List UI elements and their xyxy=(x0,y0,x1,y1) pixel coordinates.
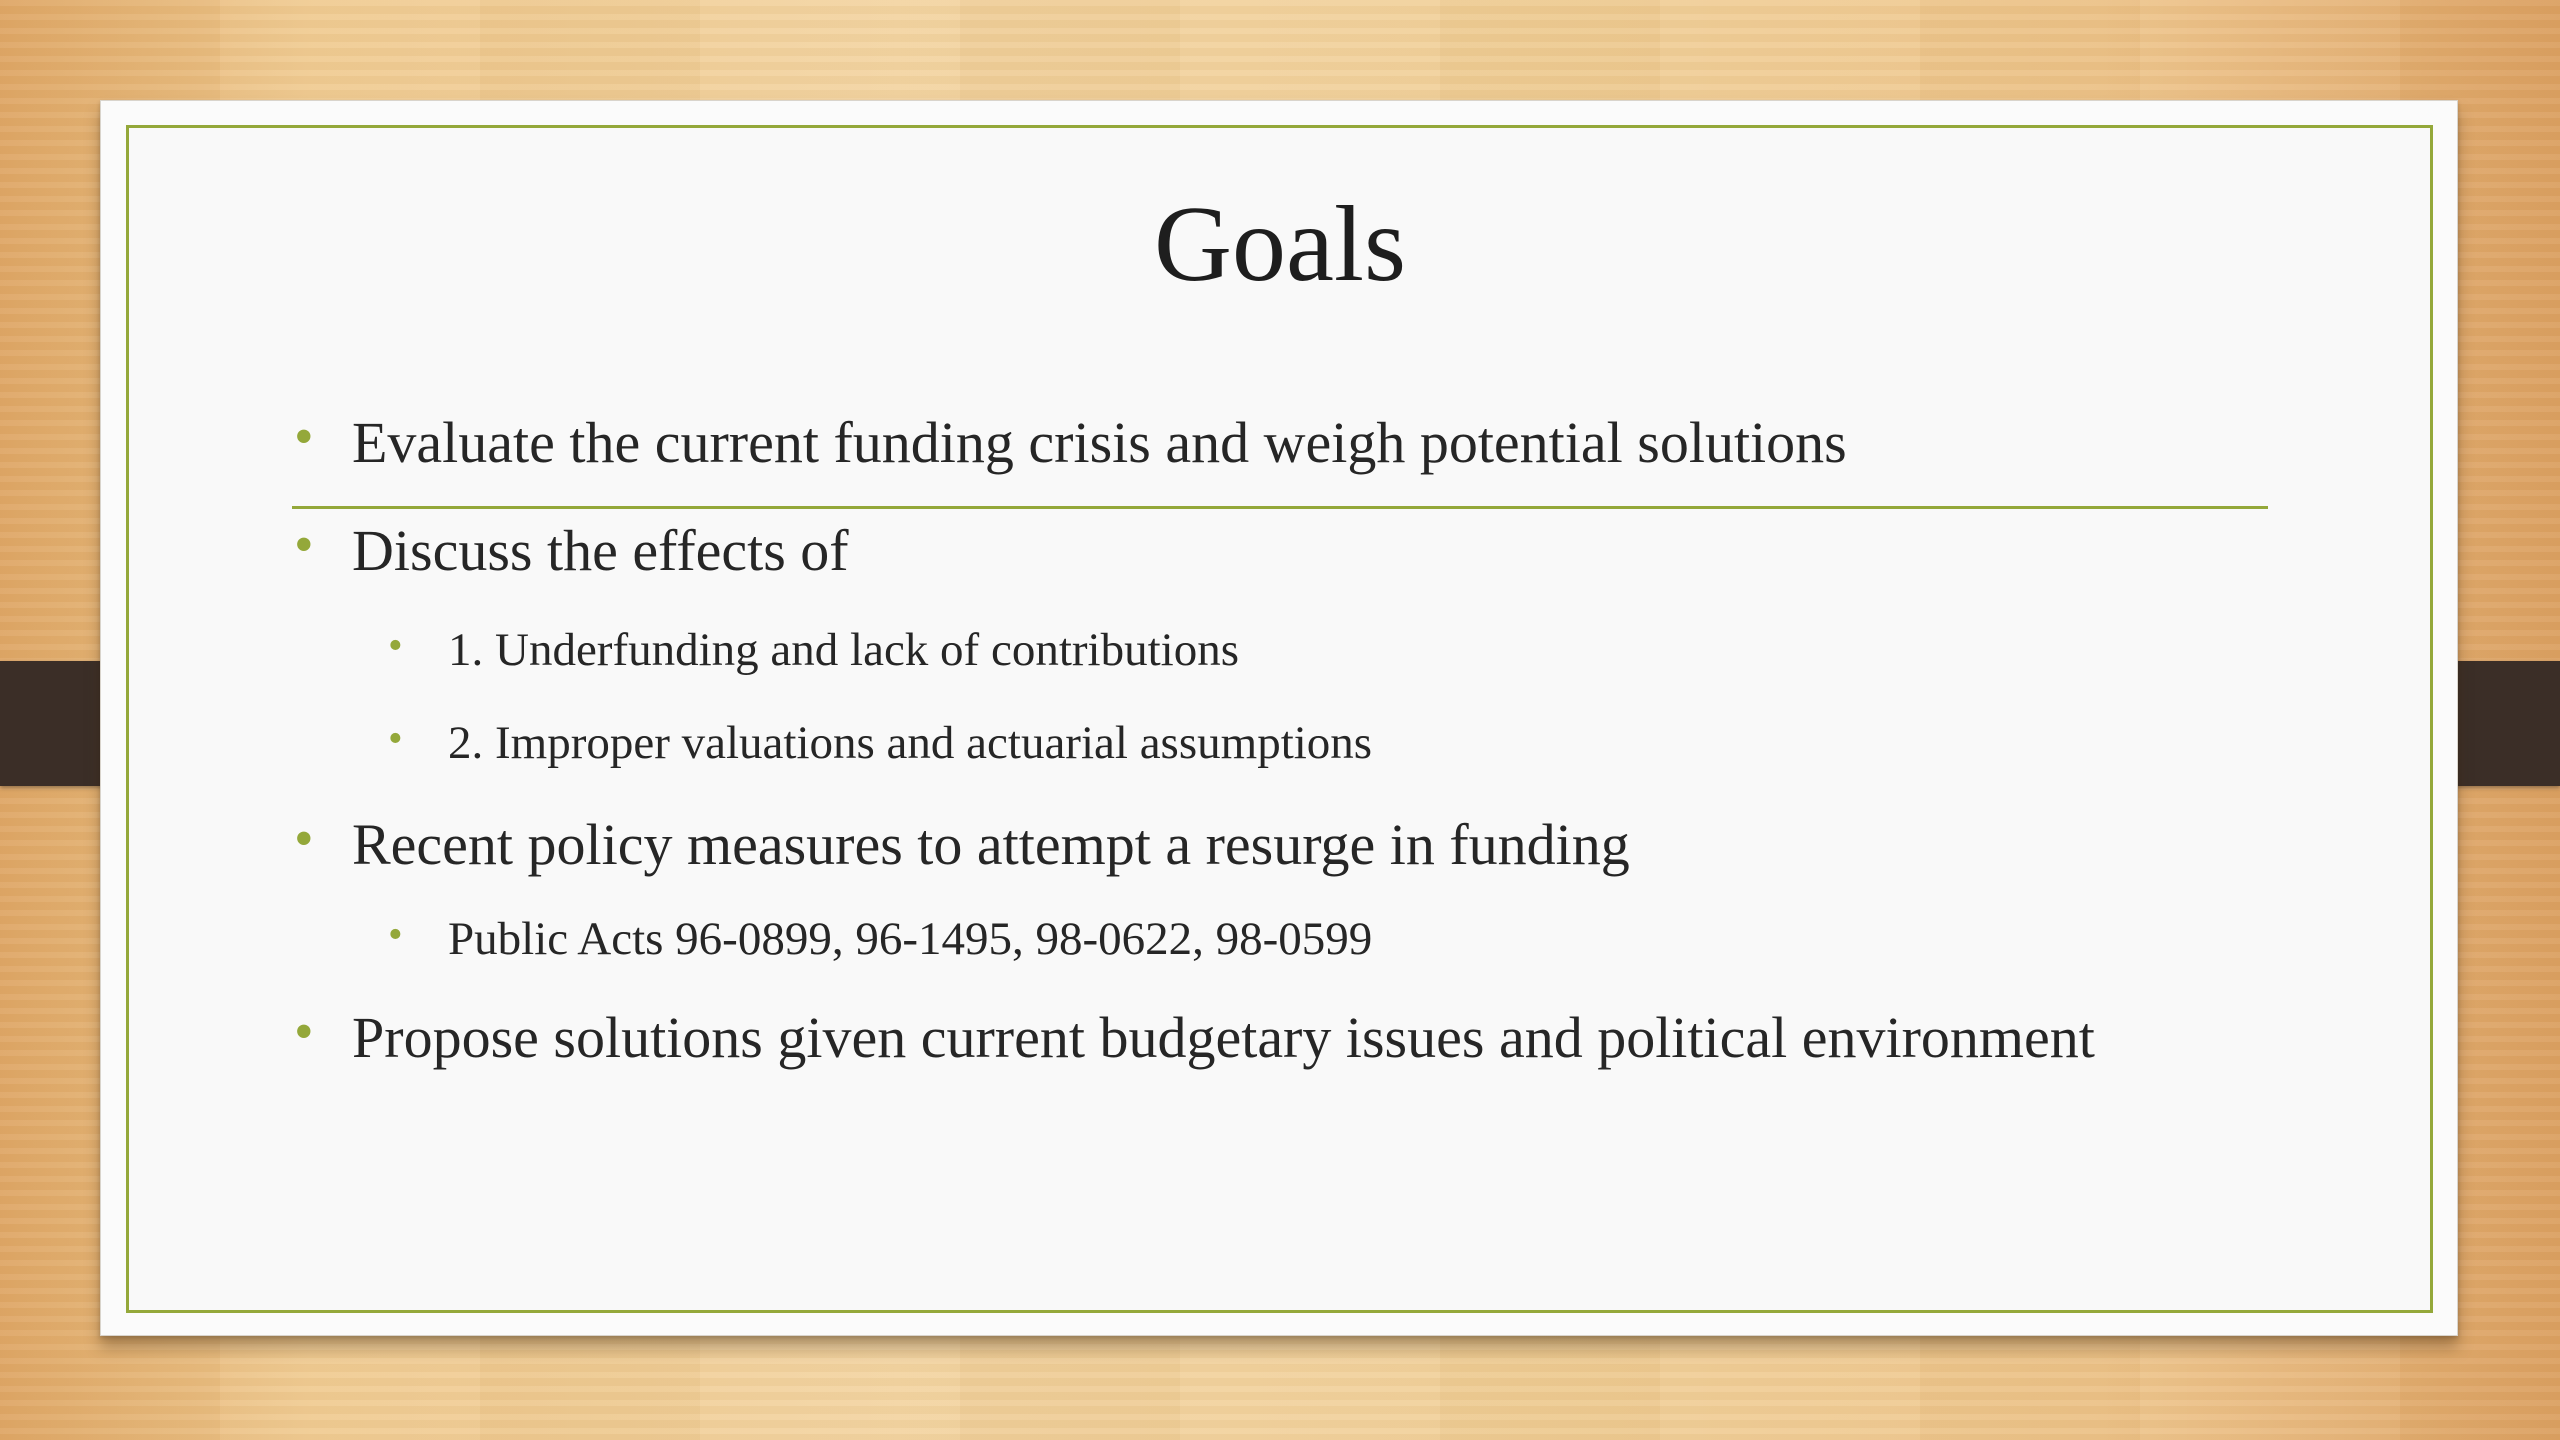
divider-line xyxy=(292,506,2268,509)
bullet-item xyxy=(294,1001,2095,1073)
bullet-item xyxy=(294,808,1630,880)
bullet-text: Propose solutions given current budgetary issues and political environment xyxy=(352,1005,2095,1070)
sub-bullet-item xyxy=(388,910,1373,968)
sub-bullet-item xyxy=(388,621,1239,679)
bullet-dot-icon: • xyxy=(294,1001,314,1063)
sub-bullet-text: Public Acts 96-0899, 96-1495, 98-0622, 98-0599 xyxy=(448,913,1373,965)
bullet-dot-icon: • xyxy=(388,912,403,958)
bullet-dot-icon: • xyxy=(294,808,314,870)
bullet-item xyxy=(294,406,1847,478)
sub-bullet-text: 1. Underfunding and lack of contributions xyxy=(448,624,1239,676)
bullet-text: Evaluate the current funding crisis and weigh potential solutions xyxy=(352,410,1847,475)
bullet-dot-icon: • xyxy=(388,623,403,669)
sub-bullet-text: 2. Improper valuations and actuarial assumptions xyxy=(448,717,1373,769)
sub-bullet-item xyxy=(388,714,1373,772)
bullet-text: Recent policy measures to attempt a resurge in funding xyxy=(352,812,1630,877)
bullet-dot-icon: • xyxy=(294,406,314,468)
bullet-item xyxy=(294,514,849,586)
bullet-dot-icon: • xyxy=(294,514,314,576)
slide-title: Goals xyxy=(1154,185,1406,304)
bullet-text: Discuss the effects of xyxy=(352,518,849,583)
bullet-dot-icon: • xyxy=(388,716,403,762)
